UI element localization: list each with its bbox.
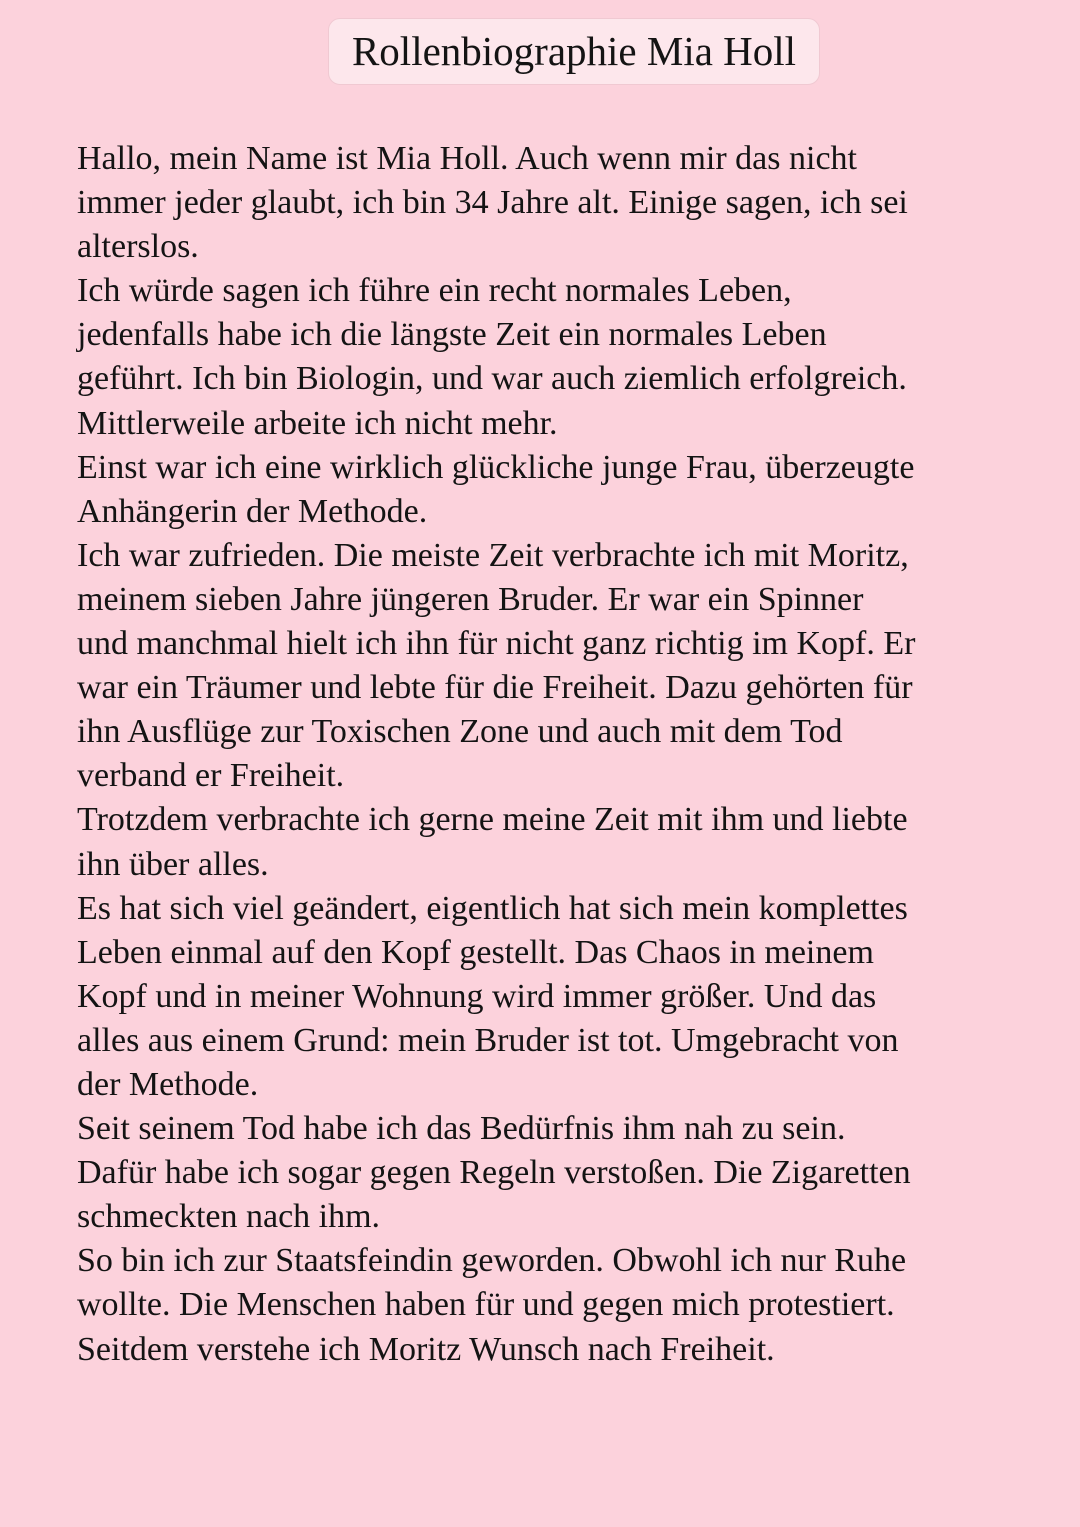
body-line: Ich war zufrieden. Die meiste Zeit verbrachte ich mit Moritz, — [77, 536, 909, 574]
body-line: Ich würde sagen ich führe ein recht normales Leben, — [77, 272, 792, 310]
body-line: der Methode. — [77, 1065, 259, 1103]
body-line: Seit seinem Tod habe ich das Bedürfnis ihm nah zu sein. — [77, 1110, 846, 1148]
body-line: Einst war ich eine wirklich glückliche junge Frau, überzeugte — [77, 448, 915, 486]
body-line: Trotzdem verbrachte ich gerne meine Zeit mit ihm und liebte — [77, 801, 908, 839]
body-line: meinem sieben Jahre jüngeren Bruder. Er war ein Spinner — [77, 580, 864, 618]
body-line: Mittlerweile arbeite ich nicht mehr. — [77, 404, 558, 442]
body-line: Kopf und in meiner Wohnung wird immer größer. Und das — [77, 977, 877, 1015]
body-line: jedenfalls habe ich die längste Zeit ein normales Leben — [77, 316, 827, 354]
body-line: verband er Freiheit. — [77, 757, 345, 795]
document-title: Rollenbiographie Mia Holl — [328, 18, 820, 85]
body-line: alles aus einem Grund: mein Bruder ist tot. Umgebracht von — [77, 1021, 899, 1059]
body-line: Dafür habe ich sogar gegen Regeln verstoßen. Die Zigaretten — [77, 1154, 911, 1192]
body-line: ihn über alles. — [77, 845, 269, 883]
body-line: Anhängerin der Methode. — [77, 492, 428, 530]
body-line: schmeckten nach ihm. — [77, 1198, 381, 1236]
body-line: war ein Träumer und lebte für die Freiheit. Dazu gehörten für — [77, 669, 913, 707]
body-line: alterslos. — [77, 228, 199, 266]
body-line: Hallo, mein Name ist Mia Holl. Auch wenn mir das nicht — [77, 140, 857, 177]
body-line: immer jeder glaubt, ich bin 34 Jahre alt. Einige sagen, ich sei — [77, 184, 908, 222]
body-line: So bin ich zur Staatsfeindin geworden. Obwohl ich nur Ruhe — [77, 1242, 907, 1280]
body-text — [77, 137, 1037, 1372]
body-line: und manchmal hielt ich ihn für nicht ganz richtig im Kopf. Er — [77, 625, 916, 663]
body-line: Leben einmal auf den Kopf gestellt. Das Chaos in meinem — [77, 933, 874, 971]
body-line: Es hat sich viel geändert, eigentlich hat sich mein komplettes — [77, 889, 908, 927]
body-line: Seitdem verstehe ich Moritz Wunsch nach Freiheit. — [77, 1330, 775, 1368]
body-line: wollte. Die Menschen haben für und gegen mich protestiert. — [77, 1286, 895, 1324]
body-line: geführt. Ich bin Biologin, und war auch ziemlich erfolgreich. — [77, 360, 907, 398]
body-line: ihn Ausflüge zur Toxischen Zone und auch mit dem Tod — [77, 713, 843, 751]
